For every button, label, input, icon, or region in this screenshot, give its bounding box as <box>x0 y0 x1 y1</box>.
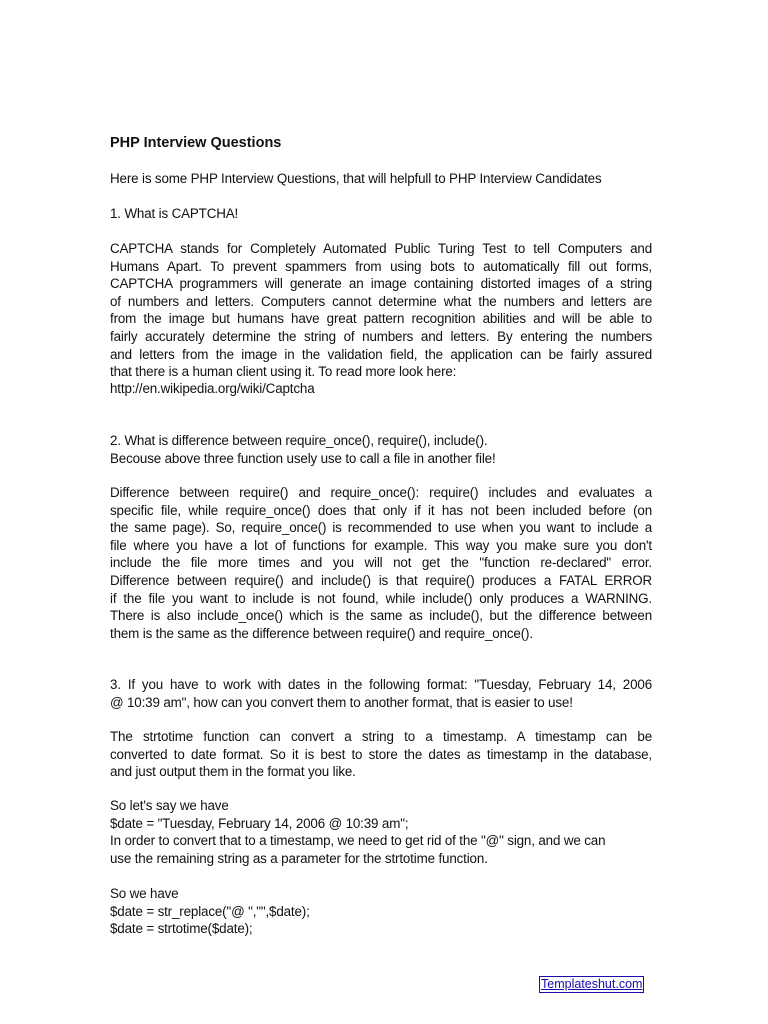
page-title: PHP Interview Questions <box>110 135 282 151</box>
answer-1-line: Humans Apart. To prevent spammers from using bots to automatically fill out forms, <box>110 258 652 274</box>
code-block <box>110 885 652 938</box>
example-line: $date = "Tuesday, February 14, 2006 @ 10:39 am"; <box>110 815 409 831</box>
answer-3 <box>110 728 652 781</box>
question-1 <box>110 205 652 223</box>
answer-2-line: Difference between require() and require_once(): require() includes and evaluates a <box>110 485 652 500</box>
answer-2-line: file where you have a lot of functions for example. This way you make sure you don't <box>110 537 652 553</box>
answer-1-line: and letters from the image in the validation field, the application can be fairly assured <box>110 346 652 362</box>
answer-2-line: specific file, while require_once() does that only if it has not been included before (on <box>110 502 652 518</box>
intro-line: Here is some PHP Interview Questions, that will helpfull to PHP Interview Candidates <box>110 171 602 186</box>
example-line: So let's say we have <box>110 798 229 813</box>
question-2-line: 2. What is difference between require_once(), require(), include(). <box>110 433 488 448</box>
question-3-line: @ 10:39 am", how can you convert them to another format, that is easier to use! <box>110 694 573 710</box>
answer-1-line: fairly accurately determine the string of numbers and letters. By entering the numbers <box>110 328 652 344</box>
example-line: use the remaining string as a parameter for the strtotime function. <box>110 850 488 866</box>
answer-1-line: CAPTCHA stands for Completely Automated Public Turing Test to tell Computers and <box>110 241 652 256</box>
wikipedia-captcha-link[interactable]: http://en.wikipedia.org/wiki/Captcha <box>110 381 315 396</box>
question-3-line: 3. If you have to work with dates in the following format: "Tuesday, February 14, 2006 <box>110 677 652 692</box>
captcha-link-block <box>110 380 652 398</box>
answer-1-line: of numbers and letters. Computers cannot determine what the numbers and letters are <box>110 293 652 309</box>
example-block <box>110 797 652 867</box>
templateshut-link[interactable]: Templateshut.com <box>541 977 643 991</box>
code-line: $date = str_replace("@ ","",$date); <box>110 903 310 919</box>
question-3 <box>110 676 652 711</box>
answer-1-line: CAPTCHA programmers will generate an image containing distorted images of a string <box>110 276 652 292</box>
code-line: $date = strtotime($date); <box>110 921 253 937</box>
code-line: So we have <box>110 886 179 901</box>
answer-1-line: from the image but humans have great pattern recognition abilities and will be able to <box>110 311 652 327</box>
answer-1 <box>110 240 652 381</box>
answer-2-line: Difference between require() and include() is that require() produces a FATAL ERROR <box>110 572 652 588</box>
answer-2-line: There is also include_once() which is the same as include(), but the difference between <box>110 608 652 624</box>
answer-2-line: them is the same as the difference between require() and require_once(). <box>110 625 533 641</box>
question-2 <box>110 432 652 467</box>
answer-2-line: if the file you want to include is not found, while include() only produces a WARNING. <box>110 590 652 606</box>
intro-paragraph <box>110 170 652 188</box>
document-page <box>110 0 652 1024</box>
answer-3-line: converted to date format. So it is best to store the dates as timestamp in the database, <box>110 746 652 762</box>
answer-3-line: The strtotime function can convert a string to a timestamp. A timestamp can be <box>110 729 652 744</box>
example-line: In order to convert that to a timestamp, we need to get rid of the "@" sign, and we can <box>110 833 606 849</box>
question-2-line: Becouse above three function usely use to call a file in another file! <box>110 450 496 466</box>
question-1-text: 1. What is CAPTCHA! <box>110 206 239 221</box>
answer-1-line: that there is a human client using it. To read more look here: <box>110 364 457 380</box>
answer-2-line: include the file more times and you will not get the "function re-declared" error. <box>110 555 652 571</box>
answer-2 <box>110 484 652 642</box>
answer-3-line: and just output them in the format you like. <box>110 764 356 780</box>
answer-2-line: the same page). So, require_once() is recommended to use when you want to include a <box>110 520 652 536</box>
